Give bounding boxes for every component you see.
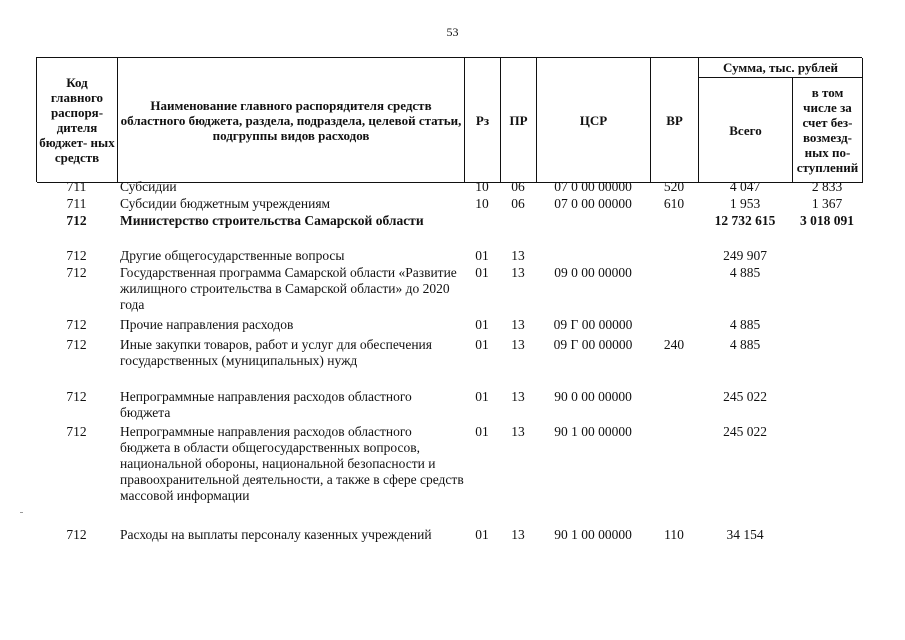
table-header [36, 57, 862, 182]
cell-total: 12 732 615 [714, 213, 776, 228]
cell-rz: 01 [475, 317, 489, 332]
cell-csr: 09 Г 00 00000 [553, 337, 633, 352]
header-pr: ПР [501, 58, 537, 183]
cell-gratuitous: 3 018 091 [800, 213, 854, 228]
cell-name: Иные закупки товаров, работ и услуг для обеспечения государственных (муниципальных) нужд [120, 337, 432, 368]
cell-csr: 90 0 00 00000 [554, 389, 632, 404]
cell-rz: 01 [475, 265, 489, 280]
cell-total: 34 154 [726, 527, 764, 542]
table-row [36, 213, 862, 248]
cell-total: 245 022 [723, 389, 767, 404]
cell-pr: 06 [511, 179, 525, 194]
cell-vr: 110 [664, 527, 684, 542]
cell-name: Непрограммные направления расходов областного бюджета [120, 389, 412, 420]
cell-code: 712 [66, 527, 87, 542]
cell-csr: 09 0 00 00000 [554, 265, 632, 280]
cell-code: 712 [66, 389, 87, 404]
header-vr: ВР [651, 58, 699, 183]
cell-name: Прочие направления расходов [120, 317, 294, 332]
cell-rz: 10 [475, 179, 489, 194]
cell-total: 1 953 [729, 196, 761, 211]
cell-pr: 13 [511, 389, 525, 404]
table-row [36, 389, 862, 424]
header-name: Наименование главного распорядителя средств областного бюджета, раздела, подраздела, целевой статьи, подгруппы видов расходов [118, 58, 465, 183]
cell-total: 4 885 [729, 265, 761, 280]
scan-mark [20, 512, 23, 513]
table-body [36, 179, 862, 563]
table-row [36, 337, 862, 389]
cell-code: 712 [66, 424, 87, 439]
cell-pr: 13 [511, 424, 525, 439]
cell-name: Государственная программа Самарской области «Развитие жилищного строительства в Самарской области» до 2020 года [120, 265, 457, 312]
cell-csr: 90 1 00 00000 [554, 527, 632, 542]
cell-name: Другие общегосударственные вопросы [120, 248, 345, 263]
cell-pr: 06 [511, 196, 525, 211]
cell-csr: 07 0 00 00000 [554, 196, 632, 211]
cell-rz: 01 [475, 337, 489, 352]
cell-name: Министерство строительства Самарской области [120, 213, 424, 228]
cell-code: 711 [66, 196, 87, 211]
cell-code: 711 [66, 179, 87, 194]
table-row [36, 265, 862, 317]
header-gratuitous: в том числе за счет без- возмезд- ных по- ступлений [793, 78, 863, 183]
cell-gratuitous: 1 367 [811, 196, 843, 211]
cell-pr: 13 [511, 527, 525, 542]
header-code: Код главного распоря- дителя бюджет- ных средств [37, 58, 118, 183]
cell-csr: 09 Г 00 00000 [553, 317, 633, 332]
cell-vr: 520 [663, 179, 685, 194]
cell-total: 4 885 [729, 337, 761, 352]
cell-name: Непрограммные направления расходов областного бюджета в области общегосударственных вопросов, национальной обороны, национальной безопасности и правоохранительной деятельности, а также в сфере средств массовой информации [120, 424, 464, 503]
cell-code: 712 [66, 213, 87, 228]
table-row [36, 424, 862, 527]
cell-rz: 01 [475, 389, 489, 404]
cell-pr: 13 [511, 317, 525, 332]
cell-pr: 13 [511, 265, 525, 280]
header-total: Всего [699, 78, 793, 183]
cell-total: 4 885 [729, 317, 761, 332]
cell-rz: 10 [475, 196, 489, 211]
cell-gratuitous: 2 833 [811, 179, 843, 194]
cell-code: 712 [66, 265, 87, 280]
table-row [36, 527, 862, 563]
table-row [36, 179, 862, 196]
cell-name: Субсидии [120, 179, 177, 194]
cell-vr: 610 [663, 196, 685, 211]
cell-code: 712 [66, 317, 87, 332]
cell-pr: 13 [511, 337, 525, 352]
cell-code: 712 [66, 248, 87, 263]
table-row [36, 196, 862, 213]
cell-rz: 01 [475, 424, 489, 439]
page-number: 53 [446, 25, 459, 39]
cell-total: 249 907 [723, 248, 767, 263]
table-row [36, 317, 862, 337]
header-csr: ЦСР [537, 58, 651, 183]
cell-total: 4 047 [729, 179, 761, 194]
cell-vr: 240 [663, 337, 685, 352]
cell-rz: 01 [475, 527, 489, 542]
table-row [36, 248, 862, 265]
cell-code: 712 [66, 337, 87, 352]
cell-rz: 01 [475, 248, 489, 263]
cell-pr: 13 [511, 248, 525, 263]
cell-name: Расходы на выплаты персоналу казенных учреждений [120, 527, 432, 542]
cell-csr: 07 0 00 00000 [554, 179, 632, 194]
header-rz: Рз [465, 58, 501, 183]
cell-total: 245 022 [723, 424, 767, 439]
cell-csr: 90 1 00 00000 [554, 424, 632, 439]
header-sum: Сумма, тыс. рублей [699, 58, 863, 78]
cell-name: Субсидии бюджетным учреждениям [120, 196, 331, 211]
